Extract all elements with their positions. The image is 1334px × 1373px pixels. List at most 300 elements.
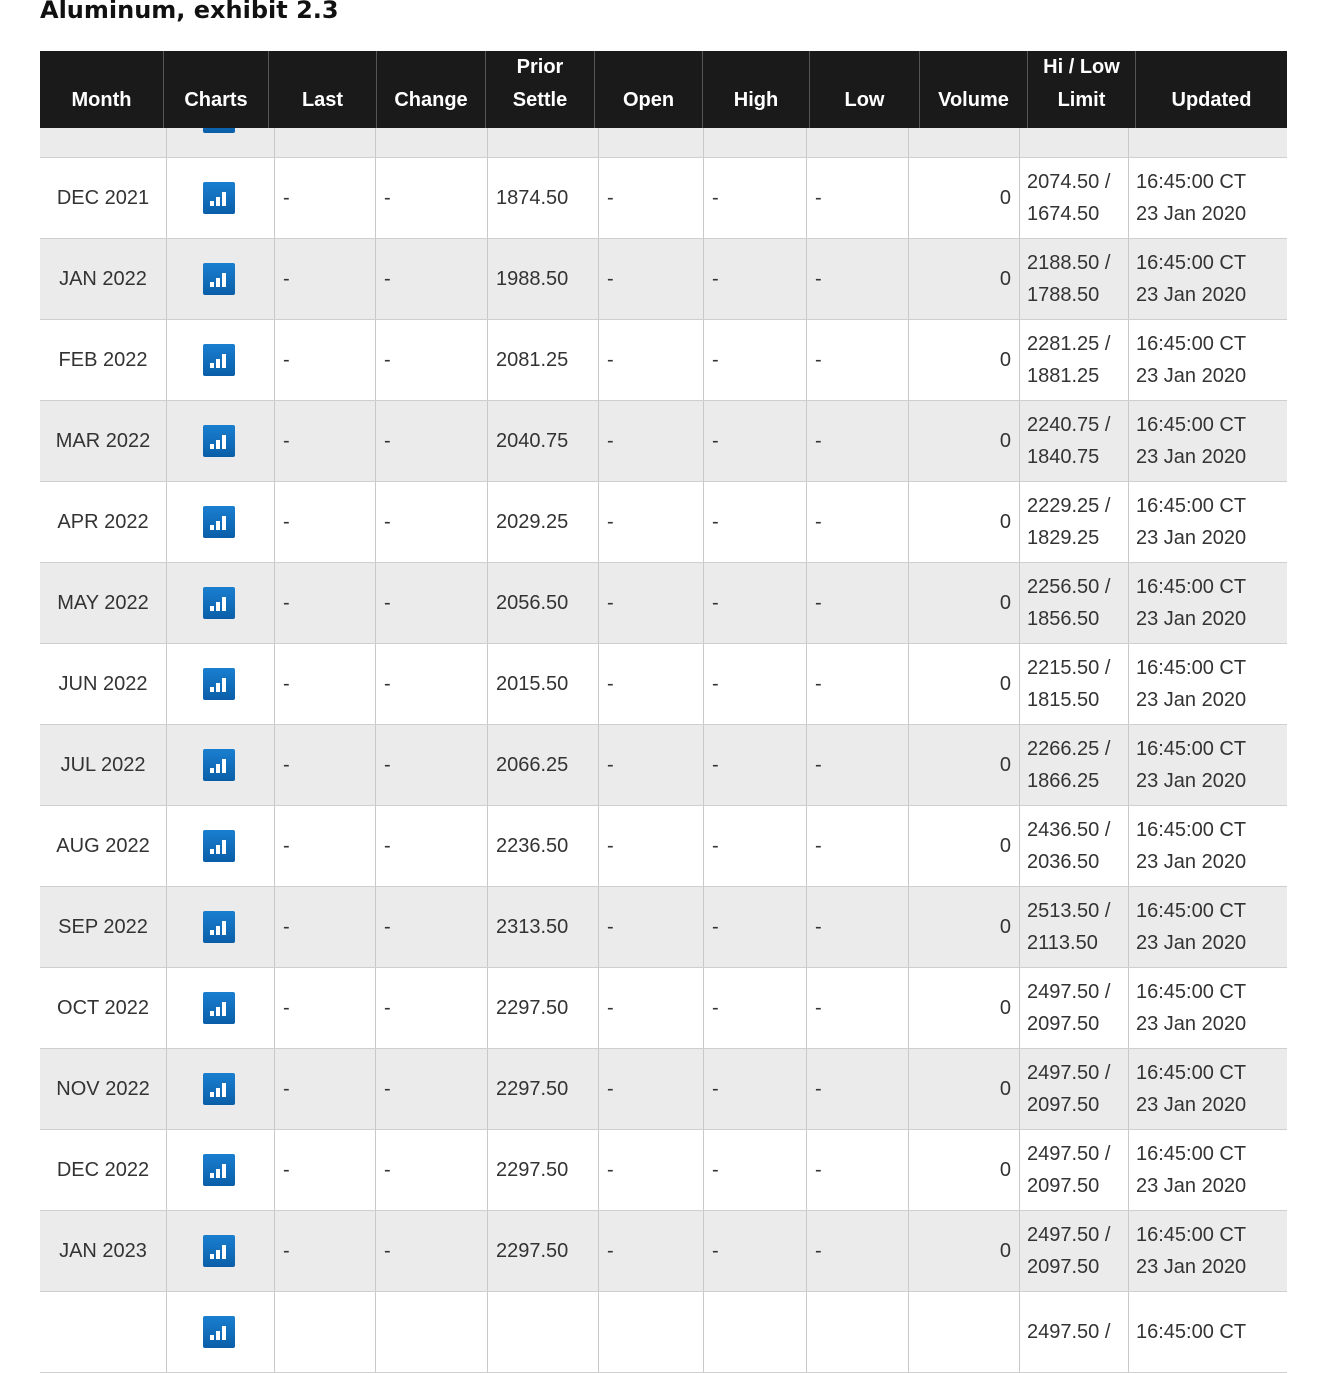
limit-high-value: 2266.25 / — [1027, 738, 1111, 760]
cell-volume — [908, 725, 1019, 805]
cell-high — [703, 1049, 806, 1129]
last-value: - — [283, 1239, 290, 1262]
bar-chart-icon[interactable] — [203, 992, 235, 1024]
table-row — [40, 563, 1287, 644]
month-label: AUG 2022 — [56, 834, 150, 857]
table-body — [40, 128, 1287, 1343]
change-value: - — [384, 591, 391, 614]
cell-open — [598, 482, 703, 562]
high-value: - — [712, 1077, 719, 1100]
cell-charts — [166, 1049, 274, 1129]
cell-updated — [1128, 401, 1287, 481]
open-value: - — [607, 672, 614, 695]
limit-low-value: 2097.50 — [1027, 1256, 1100, 1278]
open-value: - — [607, 996, 614, 1019]
cell-open — [598, 1130, 703, 1210]
updated-date: 23 Jan 2020 — [1136, 1175, 1247, 1197]
col-header-change[interactable] — [376, 51, 485, 128]
limit-high-value: 2497.50 / — [1027, 1224, 1111, 1246]
table-row — [40, 482, 1287, 563]
cell-charts — [166, 725, 274, 805]
open-value: - — [607, 1239, 614, 1262]
cell-last — [274, 320, 375, 400]
cell-open — [598, 1049, 703, 1129]
cell-updated — [1128, 725, 1287, 805]
cell-change — [375, 320, 487, 400]
cell-month — [40, 1130, 166, 1210]
cell-last — [274, 725, 375, 805]
change-value: - — [384, 429, 391, 452]
col-header-label: Month — [71, 89, 132, 111]
bar-chart-icon[interactable] — [203, 749, 235, 781]
table-row — [40, 725, 1287, 806]
col-header-label: Charts — [184, 89, 248, 111]
limit-low-value: 1788.50 — [1027, 284, 1100, 306]
cell-limit — [1019, 806, 1128, 886]
cell-limit — [1019, 158, 1128, 238]
change-value: - — [384, 186, 391, 209]
cell-limit — [1019, 401, 1128, 481]
col-header-label-line1: Hi / Low — [1043, 56, 1120, 78]
cell-updated — [1128, 644, 1287, 724]
updated-time: 16:45:00 CT — [1136, 1321, 1247, 1343]
cell-limit — [1019, 320, 1128, 400]
cell-updated — [1128, 158, 1287, 238]
prior-settle-value: 2236.50 — [496, 834, 569, 857]
col-header-volume[interactable] — [919, 51, 1027, 128]
cell-updated — [1128, 1211, 1287, 1291]
prior-settle-value: 1988.50 — [496, 267, 569, 290]
cell-limit — [1019, 1292, 1128, 1372]
cell-month — [40, 806, 166, 886]
cell-updated — [1128, 806, 1287, 886]
col-header-label: Open — [622, 89, 675, 111]
last-value: - — [283, 267, 290, 290]
cell-change — [375, 158, 487, 238]
updated-date: 23 Jan 2020 — [1136, 932, 1247, 954]
cell-month — [40, 725, 166, 805]
col-header-high[interactable] — [702, 51, 809, 128]
change-value: - — [384, 1239, 391, 1262]
change-value: - — [384, 753, 391, 776]
volume-value: 0 — [999, 996, 1011, 1019]
cell-high — [703, 968, 806, 1048]
cell-open — [598, 725, 703, 805]
cell-last — [274, 968, 375, 1048]
volume-value: 0 — [999, 267, 1011, 290]
cell-limit — [1019, 1130, 1128, 1210]
updated-time: 16:45:00 CT — [1136, 495, 1247, 517]
table-row — [40, 644, 1287, 725]
cell-high — [703, 239, 806, 319]
high-value: - — [712, 510, 719, 533]
limit-low-value: 2113.50 — [1027, 932, 1098, 954]
bar-chart-icon[interactable] — [203, 182, 235, 214]
limit-low-value: 1866.25 — [1027, 770, 1100, 792]
low-value: - — [815, 834, 822, 857]
col-header-label — [1043, 51, 1120, 117]
cell-low — [806, 1049, 908, 1129]
updated-date: 23 Jan 2020 — [1136, 365, 1247, 387]
cell-last — [274, 1211, 375, 1291]
cell-last — [274, 806, 375, 886]
prior-settle-value: 2313.50 — [496, 915, 569, 938]
low-value: - — [815, 1077, 822, 1100]
last-value: - — [283, 186, 290, 209]
low-value: - — [815, 429, 822, 452]
cell-limit — [1019, 887, 1128, 967]
cell-limit — [1019, 563, 1128, 643]
limit-low-value: 1881.25 — [1027, 365, 1100, 387]
cell-low — [806, 887, 908, 967]
change-value: - — [384, 1077, 391, 1100]
cell-volume — [908, 563, 1019, 643]
high-value: - — [712, 915, 719, 938]
cell-open — [598, 1211, 703, 1291]
limit-high-value: 2513.50 / — [1027, 900, 1111, 922]
volume-value: 0 — [999, 834, 1011, 857]
cell-charts — [166, 401, 274, 481]
change-value: - — [384, 672, 391, 695]
col-header-prior-settle[interactable] — [485, 51, 594, 128]
cell-high — [703, 644, 806, 724]
cell-low — [806, 1292, 908, 1372]
limit-low-value: 1856.50 — [1027, 608, 1100, 630]
cell-open — [598, 563, 703, 643]
last-value: - — [283, 834, 290, 857]
cell-volume — [908, 1130, 1019, 1210]
cell-high — [703, 1292, 806, 1372]
updated-time: 16:45:00 CT — [1136, 414, 1247, 436]
month-label: SEP 2022 — [58, 915, 148, 938]
cell-low — [806, 158, 908, 238]
cell-volume — [908, 1292, 1019, 1372]
bar-chart-icon[interactable] — [203, 1073, 235, 1105]
open-value: - — [607, 510, 614, 533]
table-row — [40, 239, 1287, 320]
col-header-label: Volume — [938, 89, 1009, 111]
cell-high — [703, 563, 806, 643]
cell-high — [703, 320, 806, 400]
cell-low — [806, 806, 908, 886]
col-header-label: High — [733, 89, 779, 111]
cell-prior-settle — [487, 725, 598, 805]
bar-chart-icon[interactable] — [203, 1235, 235, 1267]
table-row — [40, 158, 1287, 239]
cell-month — [40, 482, 166, 562]
cell-low — [806, 563, 908, 643]
bar-chart-icon[interactable] — [203, 263, 235, 295]
cell-prior-settle — [487, 1211, 598, 1291]
cell-volume — [908, 239, 1019, 319]
updated-date: 23 Jan 2020 — [1136, 203, 1247, 225]
low-value: - — [815, 186, 822, 209]
cell-change — [375, 887, 487, 967]
low-value: - — [815, 267, 822, 290]
last-value: - — [283, 672, 290, 695]
cell-change — [375, 401, 487, 481]
volume-value: 0 — [999, 753, 1011, 776]
month-label: FEB 2022 — [58, 348, 148, 371]
cell-last — [274, 563, 375, 643]
volume-value: 0 — [999, 1239, 1011, 1262]
cell-updated — [1128, 1049, 1287, 1129]
month-label: NOV 2022 — [56, 1077, 150, 1100]
updated-time: 16:45:00 CT — [1136, 819, 1247, 841]
cell-last — [274, 644, 375, 724]
low-value: - — [815, 1239, 822, 1262]
cell-volume — [908, 1211, 1019, 1291]
low-value: - — [815, 348, 822, 371]
col-header-label-line2: Limit — [1057, 89, 1106, 111]
cell-charts — [166, 158, 274, 238]
cell-updated — [1128, 887, 1287, 967]
cell-month — [40, 563, 166, 643]
month-label: OCT 2022 — [57, 996, 149, 1019]
cell-month — [40, 1049, 166, 1129]
cell-low — [806, 725, 908, 805]
cell-prior-settle — [487, 887, 598, 967]
last-value: - — [283, 996, 290, 1019]
col-header-open[interactable] — [594, 51, 702, 128]
limit-high-value: 2188.50 / — [1027, 252, 1111, 274]
updated-time: 16:45:00 CT — [1136, 981, 1247, 1003]
cell-month — [40, 887, 166, 967]
col-header-month[interactable] — [40, 51, 163, 128]
cell-prior-settle — [487, 1049, 598, 1129]
limit-high-value: 2215.50 / — [1027, 657, 1111, 679]
bar-chart-icon[interactable] — [203, 668, 235, 700]
cell-charts — [166, 1130, 274, 1210]
prior-settle-value: 2040.75 — [496, 429, 569, 452]
updated-time: 16:45:00 CT — [1136, 333, 1247, 355]
bar-chart-icon[interactable] — [203, 1154, 235, 1186]
limit-high-value: 2074.50 / — [1027, 171, 1111, 193]
volume-value: 0 — [999, 915, 1011, 938]
limit-high-value: 2256.50 / — [1027, 576, 1111, 598]
updated-date: 23 Jan 2020 — [1136, 1256, 1247, 1278]
open-value: - — [607, 915, 614, 938]
cell-prior-settle — [487, 239, 598, 319]
updated-time: 16:45:00 CT — [1136, 1224, 1247, 1246]
last-value: - — [283, 429, 290, 452]
prior-settle-value: 2297.50 — [496, 1158, 569, 1181]
cell-prior-settle — [487, 1292, 598, 1372]
volume-value: 0 — [999, 510, 1011, 533]
prior-settle-value: 2297.50 — [496, 1239, 569, 1262]
open-value: - — [607, 267, 614, 290]
limit-high-value: 2240.75 / — [1027, 414, 1111, 436]
change-value: - — [384, 996, 391, 1019]
limit-low-value: 2097.50 — [1027, 1094, 1100, 1116]
high-value: - — [712, 996, 719, 1019]
bar-chart-icon[interactable] — [203, 425, 235, 457]
bar-chart-icon[interactable] — [203, 344, 235, 376]
month-label: APR 2022 — [57, 510, 149, 533]
page-title: Aluminum, exhibit 2.3 — [40, 0, 339, 24]
cell-high — [703, 1211, 806, 1291]
change-value: - — [384, 915, 391, 938]
volume-value: 0 — [999, 348, 1011, 371]
cell-volume — [908, 482, 1019, 562]
cell-low — [806, 320, 908, 400]
updated-date: 23 Jan 2020 — [1136, 608, 1247, 630]
cell-updated — [1128, 1292, 1287, 1372]
limit-high-value: 2229.25 / — [1027, 495, 1111, 517]
updated-date: 23 Jan 2020 — [1136, 1013, 1247, 1035]
prior-settle-value: 2015.50 — [496, 672, 569, 695]
table-rows — [40, 77, 1287, 1373]
cell-charts — [166, 482, 274, 562]
cell-charts — [166, 239, 274, 319]
col-header-label-line2: Settle — [512, 89, 568, 111]
cell-prior-settle — [487, 320, 598, 400]
cell-updated — [1128, 1130, 1287, 1210]
cell-limit — [1019, 239, 1128, 319]
col-header-limit[interactable] — [1027, 51, 1135, 128]
cell-charts — [166, 968, 274, 1048]
cell-change — [375, 968, 487, 1048]
updated-time: 16:45:00 CT — [1136, 252, 1247, 274]
cell-high — [703, 401, 806, 481]
last-value: - — [283, 915, 290, 938]
bar-chart-icon[interactable] — [203, 587, 235, 619]
cell-open — [598, 401, 703, 481]
quotes-table — [40, 51, 1287, 1343]
cell-month — [40, 644, 166, 724]
limit-low-value: 2036.50 — [1027, 851, 1100, 873]
last-value: - — [283, 510, 290, 533]
cell-volume — [908, 1049, 1019, 1129]
table-row — [40, 968, 1287, 1049]
cell-volume — [908, 158, 1019, 238]
open-value: - — [607, 834, 614, 857]
cell-updated — [1128, 968, 1287, 1048]
bar-chart-icon[interactable] — [203, 830, 235, 862]
last-value: - — [283, 348, 290, 371]
high-value: - — [712, 267, 719, 290]
high-value: - — [712, 429, 719, 452]
low-value: - — [815, 753, 822, 776]
col-header-label: Low — [844, 89, 885, 111]
limit-low-value: 1829.25 — [1027, 527, 1100, 549]
updated-time: 16:45:00 CT — [1136, 1143, 1247, 1165]
cell-volume — [908, 320, 1019, 400]
col-header-updated[interactable] — [1135, 51, 1287, 128]
month-label: MAR 2022 — [55, 429, 151, 452]
cell-open — [598, 887, 703, 967]
last-value: - — [283, 591, 290, 614]
low-value: - — [815, 1158, 822, 1181]
cell-prior-settle — [487, 806, 598, 886]
cell-limit — [1019, 1049, 1128, 1129]
month-label: JAN 2023 — [59, 1239, 147, 1262]
limit-high-value: 2497.50 / — [1027, 1321, 1111, 1343]
cell-last — [274, 1049, 375, 1129]
open-value: - — [607, 1158, 614, 1181]
updated-date: 23 Jan 2020 — [1136, 527, 1247, 549]
cell-month — [40, 320, 166, 400]
cell-change — [375, 1130, 487, 1210]
col-header-low[interactable] — [809, 51, 919, 128]
bar-chart-icon[interactable] — [203, 506, 235, 538]
table-row — [40, 1211, 1287, 1292]
cell-prior-settle — [487, 644, 598, 724]
cell-month — [40, 239, 166, 319]
cell-volume — [908, 401, 1019, 481]
open-value: - — [607, 591, 614, 614]
low-value: - — [815, 996, 822, 1019]
cell-month — [40, 401, 166, 481]
cell-volume — [908, 806, 1019, 886]
cell-open — [598, 239, 703, 319]
cell-low — [806, 644, 908, 724]
col-header-charts[interactable] — [163, 51, 268, 128]
limit-high-value: 2497.50 / — [1027, 981, 1111, 1003]
open-value: - — [607, 753, 614, 776]
month-label: DEC 2022 — [56, 1158, 150, 1181]
table-row — [40, 1292, 1287, 1373]
updated-time: 16:45:00 CT — [1136, 900, 1247, 922]
col-header-last[interactable] — [268, 51, 376, 128]
cell-change — [375, 644, 487, 724]
cell-high — [703, 806, 806, 886]
cell-last — [274, 887, 375, 967]
prior-settle-value: 2029.25 — [496, 510, 569, 533]
col-header-label-line1: Prior — [516, 56, 564, 78]
prior-settle-value: 2066.25 — [496, 753, 569, 776]
change-value: - — [384, 1158, 391, 1181]
bar-chart-icon[interactable] — [203, 911, 235, 943]
month-label: JAN 2022 — [59, 267, 147, 290]
limit-low-value: 1815.50 — [1027, 689, 1100, 711]
cell-last — [274, 239, 375, 319]
cell-low — [806, 401, 908, 481]
cell-low — [806, 239, 908, 319]
limit-high-value: 2497.50 / — [1027, 1143, 1111, 1165]
cell-prior-settle — [487, 401, 598, 481]
col-header-label: Change — [394, 89, 468, 111]
volume-value: 0 — [999, 1158, 1011, 1181]
month-label: JUL 2022 — [60, 753, 146, 776]
cell-change — [375, 239, 487, 319]
cell-low — [806, 1211, 908, 1291]
cell-updated — [1128, 320, 1287, 400]
open-value: - — [607, 348, 614, 371]
cell-open — [598, 968, 703, 1048]
volume-value: 0 — [999, 429, 1011, 452]
cell-high — [703, 158, 806, 238]
low-value: - — [815, 591, 822, 614]
cell-high — [703, 887, 806, 967]
change-value: - — [384, 510, 391, 533]
cell-updated — [1128, 239, 1287, 319]
bar-chart-icon[interactable] — [203, 1316, 235, 1348]
high-value: - — [712, 591, 719, 614]
col-header-label: Last — [301, 89, 344, 111]
table-row — [40, 1049, 1287, 1130]
prior-settle-value: 2297.50 — [496, 996, 569, 1019]
cell-change — [375, 806, 487, 886]
cell-limit — [1019, 644, 1128, 724]
table-row — [40, 1130, 1287, 1211]
cell-charts — [166, 644, 274, 724]
cell-limit — [1019, 482, 1128, 562]
limit-low-value: 2097.50 — [1027, 1175, 1100, 1197]
updated-time: 16:45:00 CT — [1136, 738, 1247, 760]
limit-high-value: 2497.50 / — [1027, 1062, 1111, 1084]
updated-date: 23 Jan 2020 — [1136, 284, 1247, 306]
